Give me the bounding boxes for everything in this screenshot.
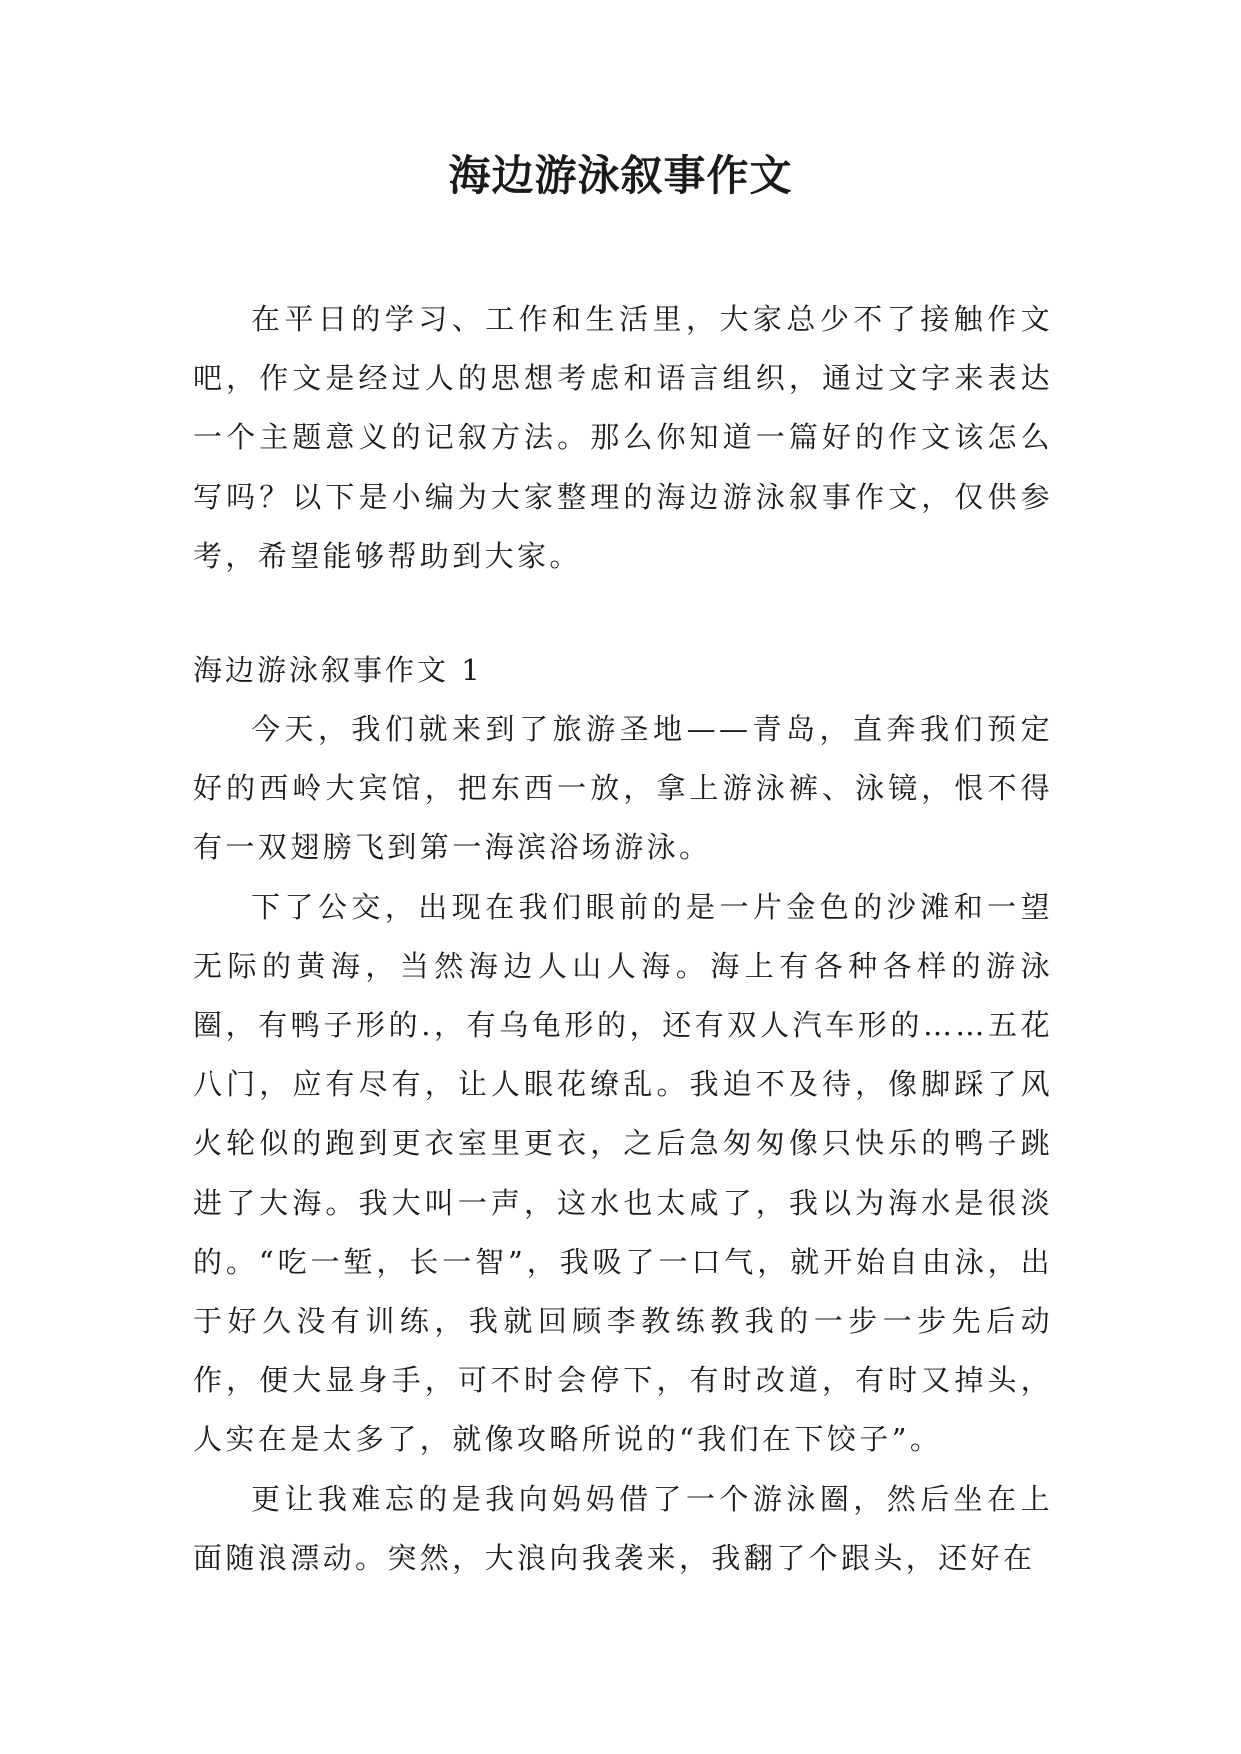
section-heading: 海边游泳叙事作文 1 (193, 653, 483, 687)
story-paragraph-2: 下了公交，出现在我们眼前的是一片金色的沙滩和一望无际的黄海，当然海边人山人海。海上有各种各样的游泳圈，有鸭子形的.，有乌龟形的，还有双人汽车形的……五花八门，应有尽有，让人眼花缭乱。我迫不及待，像脚踩了风火轮似的跑到更衣室里更衣，之后急匆匆像只快乐的鸭子跳进了大海。我大叫一声，这水也太咸了，我以为海水是很淡的。“吃一堑，长一智”，我吸了一口气，就开始自由泳，出于好久没有训练，我就回顾李教练教我的一步一步先后动作，便大显身手，可不时会停下，有时改道，有时又掉头，人实在是太多了，就像攻略所说的“我们在下饺子”。 (193, 889, 1053, 1457)
document-title: 海边游泳叙事作文 (448, 151, 793, 200)
intro-text: 在平日的学习、工作和生活里，大家总少不了接触作文吧，作文是经过人的思想考虑和语言组织，通过文字来表达一个主题意义的记叙方法。那么你知道一篇好的作文该怎么写吗？以下是小编为大家整理的海边游泳叙事作文，仅供参考，希望能够帮助到大家。 (193, 302, 1053, 573)
story-paragraph-1: 今天，我们就来到了旅游圣地——青岛，直奔我们预定好的西岭大宾馆，把东西一放，拿上游泳裤、泳镜，恨不得有一双翅膀飞到第一海滨浴场游泳。 (193, 712, 1053, 865)
story-paragraph-3: 更让我难忘的是我向妈妈借了一个游泳圈，然后坐在上面随浪漂动。突然，大浪向我袭来，我翻了个跟头，还好在 (193, 1481, 1053, 1575)
story-body (193, 700, 1053, 1588)
intro-paragraph (193, 290, 1053, 586)
